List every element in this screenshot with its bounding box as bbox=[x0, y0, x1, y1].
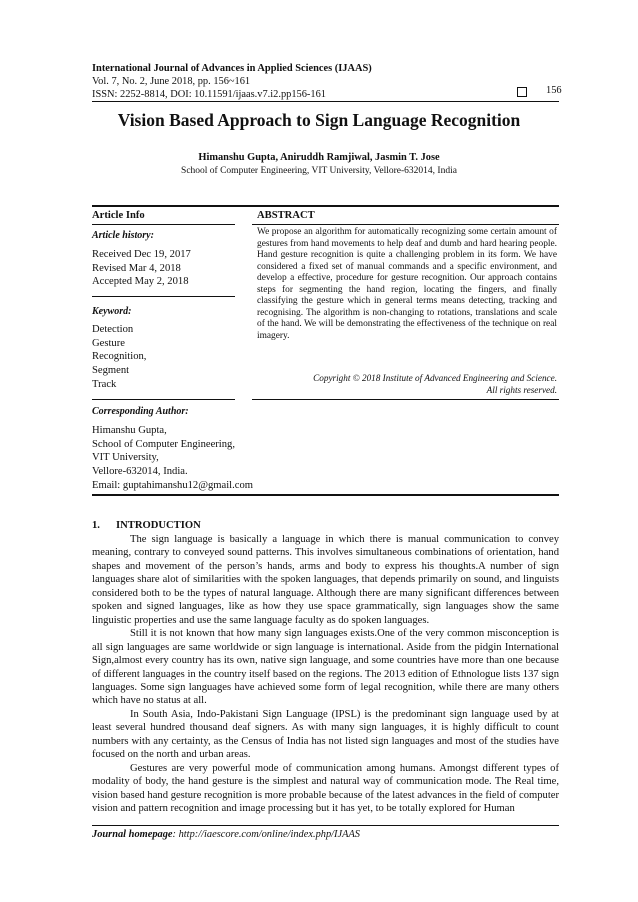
keyword-list bbox=[92, 323, 146, 392]
paper-authors: Himanshu Gupta, Aniruddh Ramjiwal, Jasmin T. Jose bbox=[198, 152, 440, 163]
keyword-item: Recognition, bbox=[92, 351, 147, 363]
paper-affiliation: School of Computer Engineering, VIT University, Vellore-632014, India bbox=[181, 166, 457, 176]
corresponding-univ: VIT University, bbox=[92, 452, 159, 464]
copyright-notice bbox=[257, 373, 557, 396]
corresponding-author-label: Corresponding Author: bbox=[92, 406, 189, 417]
page-number: 156 bbox=[546, 85, 562, 96]
rights-line: All rights reserved. bbox=[486, 384, 557, 395]
journal-homepage bbox=[92, 829, 360, 840]
paragraph: Still it is not known that how many sign languages exists.One of the very common misconception is all sign languages are same worldwide or sign language is international. Aside from the pidgin International Sign,almost every country has its own, native sign language, and some countries have more than one because of different languages in the country itself based on the regions. The 2013 edition of Ethnologue lists 137 sign languages. Some sign languages have achieved some form of legal recognition, while there are many others which have no status at all. bbox=[92, 628, 559, 707]
journal-volume: Vol. 7, No. 2, June 2018, pp. 156~161 bbox=[92, 76, 251, 87]
paragraph: In South Asia, Indo-Pakistani Sign Language (IPSL) is the predominant sign language used by at least several hundred thousand deaf signers. As with many sign languages, it is highly difficult to count numbers with any certainty, as the Census of India has not listed sign languages and most of the studies have focused on the north and urban areas. bbox=[92, 708, 559, 761]
article-info-rule bbox=[92, 224, 235, 225]
footer-rule bbox=[92, 825, 559, 826]
paragraph: Gestures are very powerful mode of communication among humans. Amongst different types of modality of body, the hand gesture is the simplest and natural way of communication mode. The Real time, vision based hand gesture recognition is more probable because of the latest advances in the field of computer vision and pattern recognition and image processing but it has yet, to be totally explored for Human bbox=[92, 762, 559, 815]
journal-name: International Journal of Advances in Applied Sciences (IJAAS) bbox=[92, 63, 372, 74]
article-history-label: Article history: bbox=[92, 230, 154, 241]
history-accepted: Accepted May 2, 2018 bbox=[92, 276, 189, 288]
journal-issn: ISSN: 2252-8814, DOI: 10.11591/ijaas.v7.i2.pp156-161 bbox=[92, 89, 326, 100]
keyword-item: Segment bbox=[92, 365, 130, 377]
abstract-bottom-rule bbox=[252, 399, 559, 400]
article-info-heading: Article Info bbox=[92, 210, 145, 221]
keyword-item: Track bbox=[92, 378, 117, 390]
copyright-line: Copyright © 2018 Institute of Advanced Engineering and Science. bbox=[313, 373, 557, 383]
abstract-heading: ABSTRACT bbox=[257, 210, 315, 221]
keyword-rule bbox=[92, 399, 235, 400]
info-bottom-rule bbox=[92, 494, 559, 496]
abstract-text: We propose an algorithm for automatically recognizing some certain amount of gestures from hand movements to help deaf and dumb and hard hearing people. Hand gesture recognition is quite a challenging problem in its form. We have considered a fixed set of manual commands and a specific environment, and develop a effective, procedure for gesture recognition. Our approach contains steps for segmenting the hand region, locating the fingers, and finally classifying the gesture which in general terms means detecting, tracking and recognising. The algorithm is non-changing to rotations, translations and scale of the hand. We will be demonstrating the effectiveness of the technique on real imagery. bbox=[257, 227, 557, 341]
section-heading bbox=[92, 520, 201, 531]
section-number: 1. bbox=[92, 520, 100, 531]
corresponding-dept: School of Computer Engineering, bbox=[92, 438, 235, 450]
corresponding-name: Himanshu Gupta, bbox=[92, 425, 167, 436]
homepage-link[interactable]: : http://iaescore.com/online/index.php/IJAAS bbox=[172, 829, 361, 840]
keyword-label: Keyword: bbox=[92, 306, 132, 317]
history-revised: Revised Mar 4, 2018 bbox=[92, 262, 181, 274]
checkbox-icon bbox=[517, 87, 527, 97]
corresponding-email[interactable]: Email: guptahimanshu12@gmail.com bbox=[92, 479, 253, 491]
corresponding-city: Vellore-632014, India. bbox=[92, 466, 188, 478]
homepage-label: Journal homepage bbox=[92, 829, 173, 840]
keyword-item: Gesture bbox=[92, 337, 125, 349]
paragraph: The sign language is basically a language in which there is manual communication to convey meaning, contrary to conveyed sound patterns. This involves simultaneous combinations of orientation, hand shapes and movement of the person’s hands, arms and body to express his thoughts.A number of sign languages share alot of similarities with the spoken languages, that depends primarily on sound, and linguists considered both to be the types of natural language. Although there are many significant differences between spoken and signed languages, like as how they use space grammatically, sign languages show the same linguistic properties and use the same language faculty as do spoken languages. bbox=[92, 534, 559, 626]
article-history-list bbox=[92, 248, 191, 289]
corresponding-author-details bbox=[92, 424, 253, 493]
keyword-item: Detection bbox=[92, 324, 134, 335]
section-title: INTRODUCTION bbox=[116, 520, 201, 531]
history-rule bbox=[92, 296, 235, 297]
history-received: Received Dec 19, 2017 bbox=[92, 249, 191, 260]
paper-title: Vision Based Approach to Sign Language Recognition bbox=[117, 110, 521, 130]
abstract-rule bbox=[252, 224, 559, 225]
introduction-body bbox=[92, 533, 559, 816]
info-top-rule bbox=[92, 205, 559, 207]
header-rule bbox=[92, 101, 559, 102]
